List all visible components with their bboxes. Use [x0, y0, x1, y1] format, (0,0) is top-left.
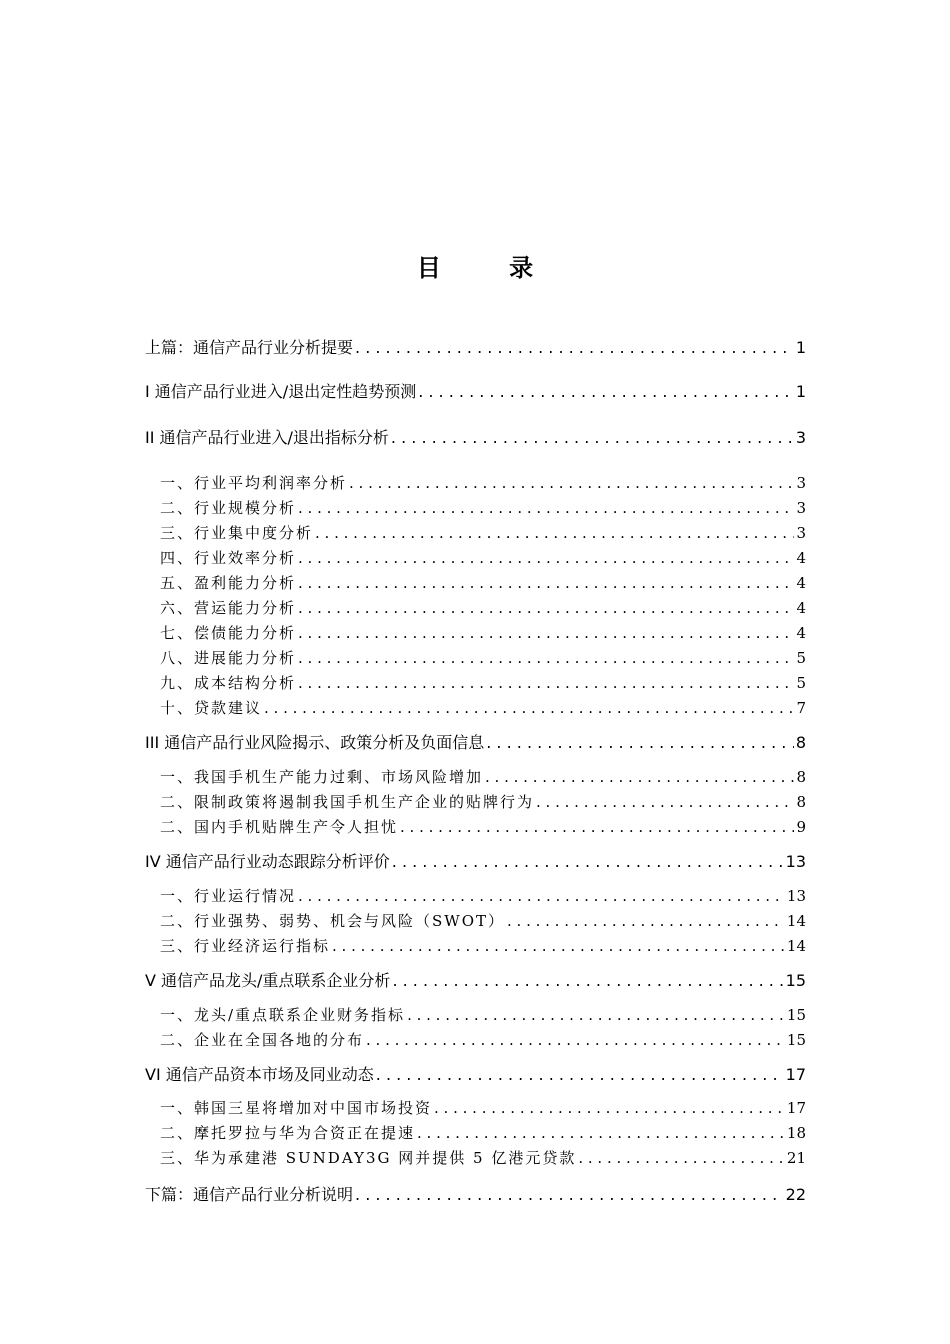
toc-entry[interactable] [160, 885, 806, 906]
toc-entry-label: 三、行业集中度分析 [160, 524, 314, 542]
toc-entry[interactable] [160, 766, 806, 787]
toc-entry-label: 一、韩国三星将增加对中国市场投资 [160, 1099, 433, 1117]
toc-entry[interactable] [145, 1182, 806, 1205]
toc-entry[interactable] [160, 697, 806, 718]
toc-page-number: 21 [786, 1149, 806, 1167]
toc-entry[interactable] [160, 816, 806, 837]
toc-entry[interactable] [160, 647, 806, 668]
toc-leader [315, 524, 794, 542]
toc-page-number: 9 [796, 818, 806, 836]
toc-leader [298, 499, 794, 517]
toc-leader [298, 674, 794, 692]
toc-entry-label: 一、行业运行情况 [160, 887, 297, 905]
toc-entry-label: IV 通信产品行业动态跟踪分析评价 [145, 852, 390, 871]
toc-entry-label: 三、华为承建港 SUNDAY3G 网并提供 5 亿港元贷款 [160, 1149, 577, 1167]
toc-leader [434, 1099, 785, 1117]
toc-leader [536, 793, 794, 811]
toc-page-number: 17 [786, 1099, 806, 1117]
toc-page-number: 4 [796, 624, 806, 642]
toc-entry[interactable] [160, 472, 806, 493]
toc-page-number: 15 [786, 1031, 806, 1049]
toc-entry[interactable] [160, 672, 806, 693]
toc-entry-label: 六、营运能力分析 [160, 599, 297, 617]
toc-entry[interactable] [145, 849, 806, 872]
toc-entry[interactable] [160, 1029, 806, 1050]
toc-entry-label: 下篇：通信产品行业分析说明 [145, 1185, 354, 1204]
toc-page-number: 3 [796, 474, 806, 492]
toc-entry-label: 二、摩托罗拉与华为合资正在提速 [160, 1124, 416, 1142]
toc-leader [418, 382, 794, 401]
toc-page-number: 3 [796, 524, 806, 542]
toc-entry-label: 八、进展能力分析 [160, 649, 297, 667]
toc-leader [578, 1149, 785, 1167]
toc-page-number: 5 [796, 674, 806, 692]
toc-entry-label: 二、行业规模分析 [160, 499, 297, 517]
toc-leader [298, 649, 794, 667]
toc-page-number: 3 [795, 428, 806, 447]
toc-entry-label: 十、贷款建议 [160, 699, 263, 717]
toc-entry[interactable] [160, 1147, 806, 1168]
toc-entry-label: V 通信产品龙头/重点联系企业分析 [145, 971, 391, 990]
toc-leader [355, 338, 794, 357]
toc-entry[interactable] [160, 1004, 806, 1025]
toc-leader [298, 887, 785, 905]
toc-leader [298, 599, 794, 617]
toc-entry-label: 四、行业效率分析 [160, 549, 297, 567]
toc-entry[interactable] [160, 522, 806, 543]
toc-entry-label: 一、龙头/重点联系企业财务指标 [160, 1006, 406, 1024]
toc-entry-label: 七、偿债能力分析 [160, 624, 297, 642]
toc-entry-label: 二、限制政策将遏制我国手机生产企业的贴牌行为 [160, 793, 535, 811]
toc-leader [376, 1065, 784, 1084]
toc-page-number: 18 [786, 1124, 806, 1142]
toc-page-number: 4 [796, 549, 806, 567]
toc-entry[interactable] [160, 547, 806, 568]
toc-page-number: 4 [796, 599, 806, 617]
toc-page-number: 15 [785, 971, 806, 990]
toc-leader [298, 549, 794, 567]
toc-leader [486, 733, 794, 752]
toc-leader [407, 1006, 785, 1024]
toc-entry[interactable] [145, 379, 806, 402]
toc-page-number: 14 [786, 912, 806, 930]
toc-page-number: 7 [796, 699, 806, 717]
toc-entry-label: 三、行业经济运行指标 [160, 937, 331, 955]
toc-leader [264, 699, 794, 717]
toc-entry[interactable] [145, 968, 806, 991]
toc-entry[interactable] [160, 622, 806, 643]
toc-entry-label: 上篇：通信产品行业分析提要 [145, 338, 354, 357]
toc-entry[interactable] [160, 910, 806, 931]
toc-page-number: 5 [796, 649, 806, 667]
toc-leader [391, 428, 794, 447]
toc-entry-label: III 通信产品行业风险揭示、政策分析及负面信息 [145, 733, 485, 752]
toc-entry[interactable] [160, 1122, 806, 1143]
toc-entry-label: I 通信产品行业进入/退出定性趋势预测 [145, 382, 417, 401]
toc-entry[interactable] [145, 425, 806, 448]
toc-entry-label: II 通信产品行业进入/退出指标分析 [145, 428, 389, 447]
toc-page-number: 17 [785, 1065, 806, 1084]
toc-page-number: 8 [795, 733, 806, 752]
toc-entry-label: 五、盈利能力分析 [160, 574, 297, 592]
toc-page-number: 15 [786, 1006, 806, 1024]
toc-leader [392, 852, 784, 871]
toc-page-number: 8 [796, 793, 806, 811]
toc-entry[interactable] [160, 935, 806, 956]
toc-page-number: 13 [786, 887, 806, 905]
toc-page-number: 22 [785, 1185, 806, 1204]
toc-entry[interactable] [160, 1097, 806, 1118]
page-title: 目 录 [416, 254, 564, 282]
toc-entry[interactable] [160, 572, 806, 593]
toc-entry-label: 一、行业平均利润率分析 [160, 474, 348, 492]
toc-leader [298, 574, 794, 592]
toc-page-number: 8 [796, 768, 806, 786]
toc-entry[interactable] [145, 335, 806, 358]
toc-entry[interactable] [160, 791, 806, 812]
toc-entry-label: 二、行业强势、弱势、机会与风险（SWOT） [160, 912, 505, 930]
toc-leader [417, 1124, 785, 1142]
toc-leader [349, 474, 794, 492]
toc-leader [507, 912, 785, 930]
toc-leader [485, 768, 794, 786]
toc-page-number: 1 [795, 338, 806, 357]
toc-entry[interactable] [160, 597, 806, 618]
toc-entry[interactable] [145, 730, 806, 753]
toc-entry-label: 二、企业在全国各地的分布 [160, 1031, 365, 1049]
toc-entry-label: 二、国内手机贴牌生产令人担忧 [160, 818, 399, 836]
toc-page-number: 13 [785, 852, 806, 871]
toc-leader [355, 1185, 784, 1204]
toc-page-number: 4 [796, 574, 806, 592]
toc-page-number: 1 [795, 382, 806, 401]
toc-entry-label: 一、我国手机生产能力过剩、市场风险增加 [160, 768, 484, 786]
toc-leader [366, 1031, 785, 1049]
toc-leader [400, 818, 794, 836]
toc-entry[interactable] [145, 1062, 806, 1085]
toc-entry[interactable] [160, 497, 806, 518]
toc-leader [332, 937, 785, 955]
toc-leader [298, 624, 794, 642]
toc-entry-label: 九、成本结构分析 [160, 674, 297, 692]
toc-entry-label: VI 通信产品资本市场及同业动态 [145, 1065, 374, 1084]
toc-page-number: 3 [796, 499, 806, 517]
toc-leader [392, 971, 783, 990]
toc-page-number: 14 [786, 937, 806, 955]
